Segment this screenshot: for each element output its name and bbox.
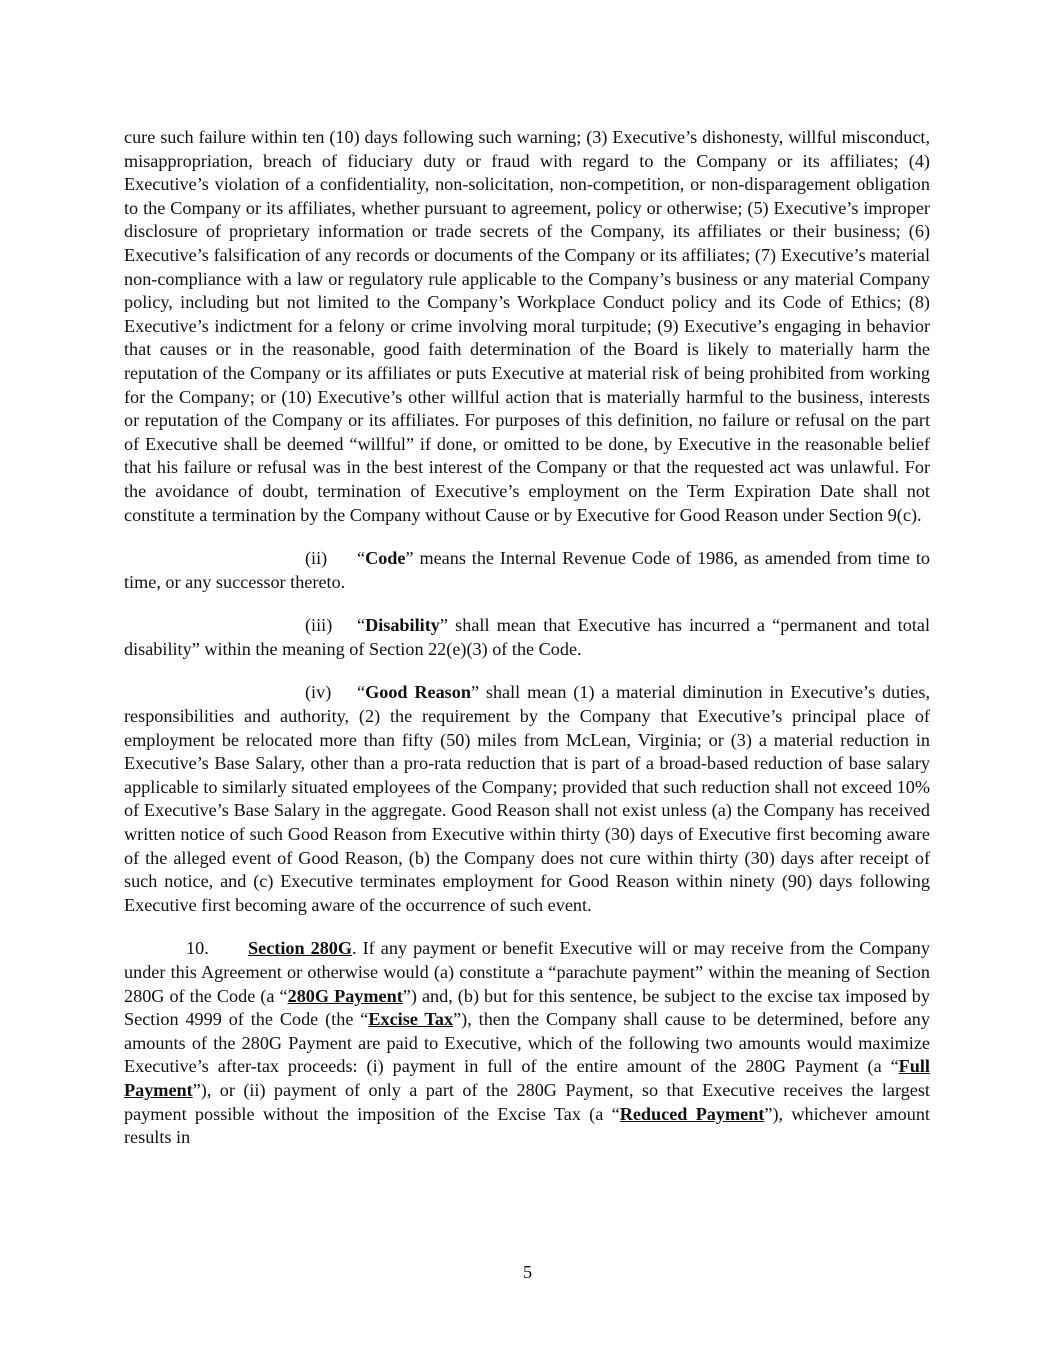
definition-number: (ii) [305,548,328,569]
section-number: 10. [186,938,209,959]
section-280g-paragraph: 10. Section 280G. If any payment or benefit Executive will or may receive from the Company under this Agreement or otherwise would (a) constitute a “parachute payment” within the meaning of Section 280G of the Code (a “280G Payment”) and, (b) but for this sentence, be subject to the excise tax imposed by Section 4999 of the Code (the “Excise Tax”), then the Company shall cause to be determined, before any amounts of the 280G Payment are paid to Executive, which of the following two amounts would maximize Executive’s after-tax proceeds: (i) payment in full of the entire amount of the 280G Payment (a “Full Payment”), or (ii) payment of only a part of the 280G Payment, so that Executive receives the largest payment possible without the imposition of the Excise Tax (a “Reduced Payment”), whichever amount results in [124,938,930,1148]
defined-term: 280G Payment [287,985,403,1006]
defined-term: Excise Tax [368,1009,454,1030]
defined-term: Disability [365,615,440,636]
disability-definition: (iii) “Disability” shall mean that Executive has incurred a “permanent and total disability” within the meaning of Section 22(e)(3) of the Code. [124,615,930,659]
section-title: Section 280G [248,938,353,959]
defined-term: Full Payment [124,1056,930,1100]
definition-number: (iii) [305,615,333,636]
defined-term: Code [365,548,406,569]
definition-number: (iv) [305,682,332,703]
good-reason-definition: (iv) “Good Reason” shall mean (1) a material diminution in Executive’s duties, responsibilities and authority, (2) the requirement by the Company that Executive’s principal place of employment be relocated more than fifty (50) miles from McLean, Virginia; or (3) a material reduction in Executive’s Base Salary, other than a pro-rata reduction that is part of a broad-based reduction of base salary applicable to similarly situated employees of the Company; provided that such reduction shall not exceed 10% of Executive’s Base Salary in the aggregate. Good Reason shall not exist unless (a) the Company has received written notice of such Good Reason from Executive within thirty (30) days of Executive first becoming aware of the alleged event of Good Reason, (b) the Company does not cure within thirty (30) days after receipt of such notice, and (c) Executive terminates employment for Good Reason within ninety (90) days following Executive first becoming aware of the occurrence of such event. [124,682,930,915]
document-body [124,126,930,1170]
cause-definition-continuation: cure such failure within ten (10) days following such warning; (3) Executive’s dishonesty, willful misconduct, misappropriation, breach of fiduciary duty or fraud with regard to the Company or its affiliates; (4) Executive’s violation of a confidentiality, non-solicitation, non-competition, or non-disparagement obligation to the Company or its affiliates, whether pursuant to agreement, policy or otherwise; (5) Executive’s improper disclosure of proprietary information or trade secrets of the Company, its affiliates or their business; (6) Executive’s falsification of any records or documents of the Company or its affiliates; (7) Executive’s material non-compliance with a law or regulatory rule applicable to the Company’s business or any material Company policy, including but not limited to the Company’s Workplace Conduct policy and its Code of Ethics; (8) Executive’s indictment for a felony or crime involving moral turpitude; (9) Executive’s engaging in behavior that causes or in the reasonable, good faith determination of the Board is likely to materially harm the reputation of the Company or its affiliates or puts Executive at material risk of being prohibited from working for the Company; or (10) Executive’s other willful action that is materially harmful to the business, interests or reputation of the Company or its affiliates. For purposes of this definition, no failure or refusal on the part of Executive shall be deemed “willful” if done, or omitted to be done, by Executive in the reasonable belief that his failure or refusal was in the best interest of the Company or that the requested act was unlawful. For the avoidance of doubt, termination of Executive’s employment on the Term Expiration Date shall not constitute a termination by the Company without Cause or by Executive for Good Reason under Section 9(c). [124,127,930,525]
defined-term: Reduced Payment [619,1103,765,1124]
page-number: 5 [522,1262,533,1282]
defined-term: Good Reason [365,682,471,703]
code-definition: (ii) “Code” means the Internal Revenue Code of 1986, as amended from time to time, or any successor thereto. [124,548,930,592]
